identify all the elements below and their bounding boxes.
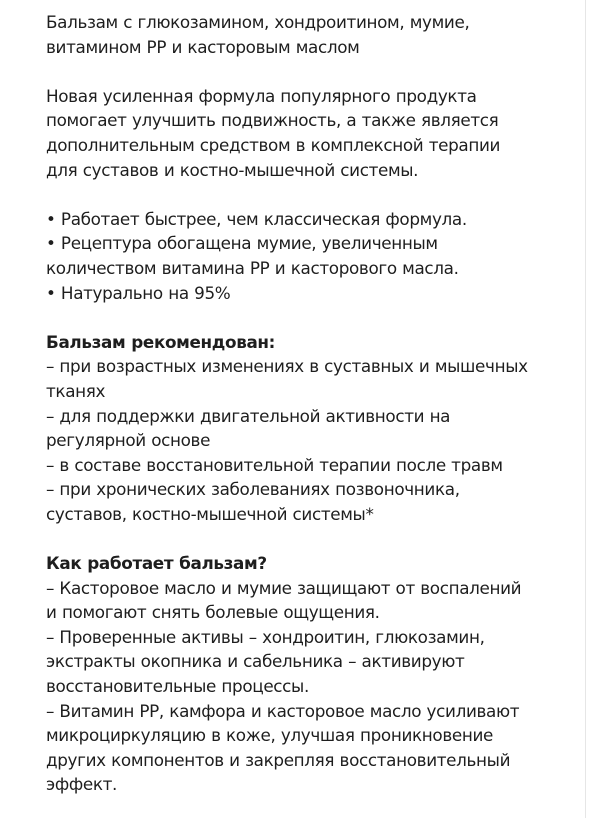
- text-line: – Витамин РР, камфора и касторовое масло усиливают: [46, 700, 520, 721]
- text-line: – Проверенные активы – хондроитин, глюкозамин,: [46, 626, 485, 647]
- text-line: – Касторовое масло и мумие защищают от воспалений: [46, 577, 522, 598]
- bullet-item: • Работает быстрее, чем классическая формула.: [46, 208, 467, 229]
- text-line: суставов, костно-мышечной системы*: [46, 503, 374, 524]
- how-it-works-section: [46, 551, 566, 797]
- section-heading: Бальзам рекомендован:: [46, 331, 276, 352]
- benefits-list: [46, 207, 566, 305]
- text-line: тканях: [46, 380, 106, 401]
- product-description-text: [46, 10, 566, 822]
- bullet-item: количеством витамина РР и касторового масла.: [46, 257, 459, 278]
- text-line: для суставов и костно-мышечной системы.: [46, 159, 419, 180]
- bullet-item: • Натурально на 95%: [46, 282, 231, 303]
- text-line: – при хронических заболеваниях позвоночника,: [46, 479, 460, 500]
- text-line: и помогают снять болевые ощущения.: [46, 602, 380, 623]
- section-heading: Как работает бальзам?: [46, 553, 267, 574]
- text-line: эффект.: [46, 774, 118, 795]
- text-line: – для поддержки двигательной активности на: [46, 405, 451, 426]
- text-line: дополнительным средством в комплексной терапии: [46, 134, 501, 155]
- text-line: Бальзам с глюкозамином, хондроитином, мумие,: [46, 12, 470, 32]
- recommended-section: [46, 330, 566, 527]
- description-paragraph: [46, 84, 566, 182]
- text-line: Новая усиленная формула популярного продукта: [46, 85, 477, 106]
- text-line: помогает улучшить подвижность, а также является: [46, 110, 499, 131]
- text-line: регулярной основе: [46, 430, 211, 451]
- text-line: витамином РР и касторовым маслом: [46, 36, 360, 57]
- text-line: микроциркуляцию в коже, улучшая проникновение: [46, 725, 493, 746]
- text-line: – при возрастных изменениях в суставных и мышечных: [46, 356, 528, 377]
- bullet-item: • Рецептура обогащена мумие, увеличенным: [46, 233, 438, 254]
- text-line: восстановительные процессы.: [46, 676, 309, 697]
- text-line: – в составе восстановительной терапии после травм: [46, 454, 503, 475]
- intro-paragraph: [46, 10, 566, 59]
- text-line: экстракты окопника и сабельника – активируют: [46, 651, 465, 672]
- text-line: других компонентов и закрепляя восстановительный: [46, 749, 511, 770]
